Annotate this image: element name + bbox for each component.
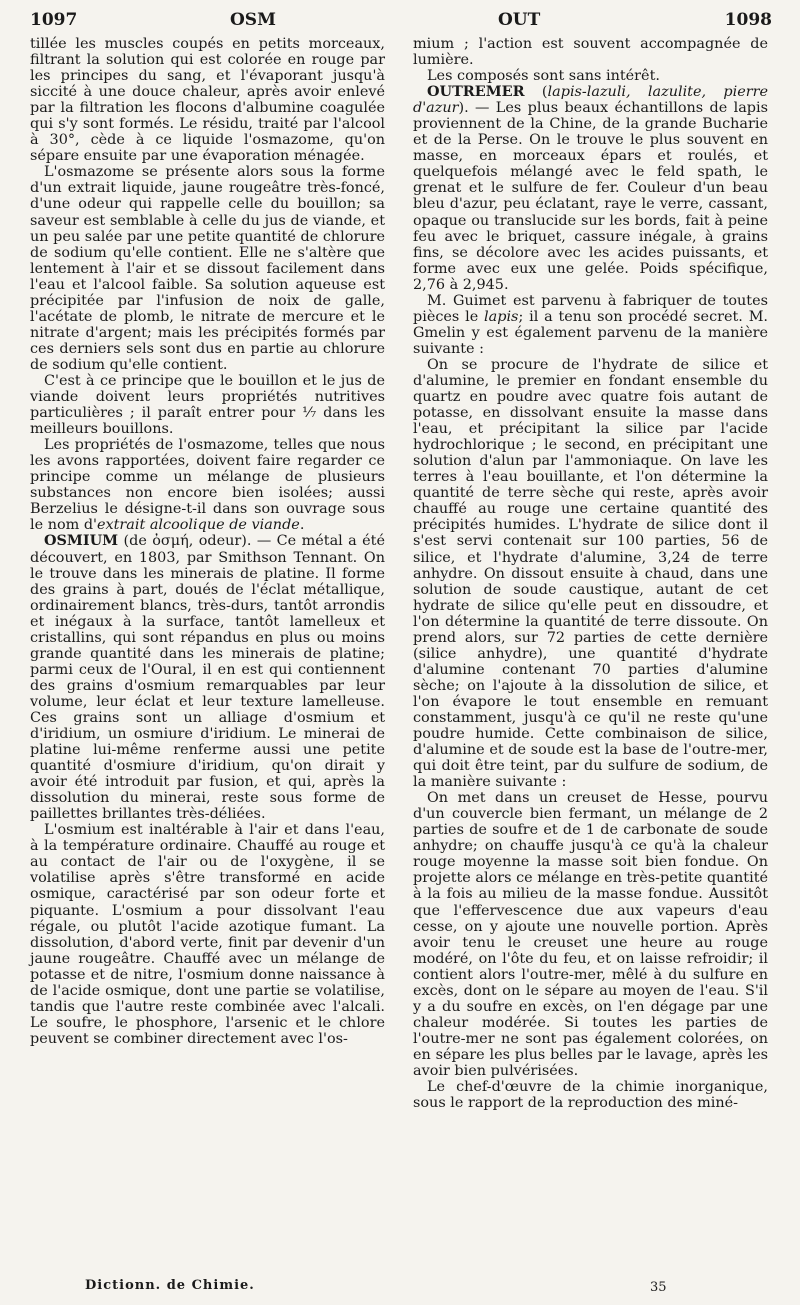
paragraph: Les composés sont sans intérêt. bbox=[427, 68, 660, 85]
right-column bbox=[413, 36, 768, 1111]
paragraph-text: Les propriétés de l'osmazome, telles que nous les avons rapportées, doivent faire regarder ce principe comme un mélange de plusieurs substances non encore bien isolées; aussi Berzelius le désigne-t-il dans son ouvrage sous le nom d' bbox=[30, 437, 385, 534]
paragraph: C'est à ce principe que le bouillon et le jus de viande doivent leurs propriétés nutritives particulières ; il paraît entrer pour ⅟₇ dans les meilleurs bouillons. bbox=[30, 372, 385, 438]
paragraph: On met dans un creuset de Hesse, pourvu d'un couvercle bien fermant, un mélange de 2 parties de soufre et de 1 de carbonate de soude anhydre; on chauffe jusqu'à ce qu'à la chaleur rouge moyenne la masse soit bien fondue. On projette alors ce mélange en très-petite quantité à la fois au milieu de la masse fondue. Aussitôt que l'effervescence due aux vapeurs d'eau cesse, on y ajoute une nouvelle portion. Après avoir tenu le creuset une heure au rouge modéré, on l'ôte du feu, et on laisse refroidir; il contient alors l'outre-mer, mêlé à du sulfure en excès, dont on le sépare au moyen de l'eau. S'il y a du soufre en excès, on l'en dégage par une chaleur modérée. Si toutes les parties de l'outre-mer ne sont pas également colorées, on en sépare les plus belles par le lavage, après les avoir bien pulvérisées. bbox=[413, 790, 768, 1079]
italic-term: extrait alcoolique de viande bbox=[97, 517, 300, 534]
paragraph: L'osmium est inaltérable à l'air et dans l'eau, à la température ordinaire. Chauffé au rouge et au contact de l'air ou de l'oxygène, il se volatilise après s'être transformé en acide osmique, caractérisé par son odeur forte et piquante. L'osmium a pour dissolvant l'eau régale, ou plutôt l'acide azotique fumant. La dissolution, d'abord verte, finit par devenir d'un jaune rougeâtre. Chauffé avec un mélange de potasse et de nitre, l'osmium donne naissance à de l'acide osmique, dont une partie se volatilise, tandis que l'autre reste combinée avec l'alcali. Le soufre, le phosphore, l'arsenic et le chlore peuvent se combiner directement avec l'os- bbox=[30, 822, 385, 1047]
entry-text: ). — Les plus beaux échantillons de lapis proviennent de la Chine, de la grande Bucharie et de la Perse. On le trouve le plus souvent en masse, en morceaux épars et roulés, et quelquefois mélangé avec le feld spath, le grenat et le sulfure de fer. Couleur d'un beau bleu d'azur, peu éclatant, raye le verre, cassant, opaque ou translucide sur les bords, fait à peine feu avec le briquet, cassure inégale, à grains fins, se décolore avec les acides puissants, et forme avec eux une gelée. Poids spécifique, 2,76 à 2,945. bbox=[413, 100, 768, 293]
paragraph bbox=[30, 437, 385, 533]
entry-osmium bbox=[30, 533, 385, 822]
headword: OSMIUM bbox=[44, 532, 119, 550]
paragraph-text: . bbox=[299, 517, 305, 534]
paragraph: tillée les muscles coupés en petits morceaux, filtrant la solution qui est colorée en rouge par les principes du sang, et l'évaporant jusqu'à siccité à une douce chaleur, après avoir enlevé par la filtration les flocons d'albumine coagulée qui s'y sont formés. Le résidu, traité par l'alcool à 30°, cède à ce liquide l'osmazome, qu'on sépare ensuite par une évaporation ménagée. bbox=[30, 36, 385, 165]
headword: OUTREMER bbox=[427, 83, 525, 101]
italic-term: lapis bbox=[484, 308, 519, 325]
entry-outremer bbox=[413, 84, 768, 293]
page-header bbox=[30, 10, 772, 36]
paragraph-text: ; il a tenu son procédé secret. M. Gmelin y est également parvenu de la manière suivante : bbox=[413, 308, 769, 357]
paragraph-text: M. Guimet est parvenu à fabriquer de toutes pièces le bbox=[413, 292, 768, 325]
paragraph: Le chef-d'œuvre de la chimie inorganique, sous le rapport de la reproduction des miné- bbox=[413, 1079, 768, 1112]
paragraph: On se procure de l'hydrate de silice et d'alumine, le premier en fondant ensemble du quartz en poudre avec quatre fois autant de potasse, en dissolvant ensuite la masse dans l'eau, et précipitant la silice par l'acide hydrochlorique ; le second, en précipitant une solution d'alun par l'ammoniaque. On lave les terres à l'eau bouillante, et l'on détermine la quantité de terre sèche qui reste, après avoir chauffé au rouge une certaine quantité des précipités humides. L'hydrate de silice dont il s'est servi contenait sur 100 parties, 56 de silice, et l'hydrate d'alumine, 3,24 de terre anhydre. On dissout ensuite à chaud, dans une solution de soude caustique, autant de cet hydrate de silice qu'elle peut en dissoudre, et l'on détermine la quantité de terre dissoute. On prend alors, sur 72 parties de cette dernière (silice anhydre), une quantité d'hydrate d'alumine contenant 70 parties d'alumine sèche; on l'ajoute à la dissolution de silice, et l'on évapore le tout ensemble en remuant constamment, jusqu'à ce qu'il ne reste qu'une poudre humide. Cette combinaison de silice, d'alumine et de soude est la base de l'outre-mer, qui doit être teint, par du sulfure de sodium, de la manière suivante : bbox=[413, 356, 768, 791]
left-column bbox=[30, 36, 385, 1047]
footer-signature: Dictionn. de Chimie. bbox=[85, 1278, 255, 1293]
entry-text: (de ὀσμή, odeur). — Ce métal a été découvert, en 1803, par Smithson Tennant. On le trouve dans les minerais de platine. Il forme des grains à part, doués de l'éclat métallique, ordinairement blancs, très-durs, tantôt arrondis et inégaux à la surface, tantôt lamelleux et cristallins, qui sont répandus en plus ou moins grande quantité dans les minerais de platine; parmi ceux de l'Oural, il en est qui contiennent des grains d'osmium remarquables par leur volume, leur éclat et leur texture lamelleuse. Ces grains sont un alliage d'osmium et d'iridium, un osmiure d'iridium. Le minerai de platine lui-même renferme aussi une petite quantité d'osmiure d'iridium, qu'on dirait y avoir été introduit par fusion, et qui, après la dissolution du minerai, reste sous forme de paillettes brillantes très-déliées. bbox=[30, 533, 385, 823]
italic-term: lapis-lazuli, lazulite, pierre d'azur bbox=[413, 84, 768, 117]
running-head-left: OSM bbox=[230, 10, 276, 30]
entry-text: ( bbox=[524, 84, 548, 101]
page-number-right: 1098 bbox=[724, 10, 772, 30]
page-number-left: 1097 bbox=[30, 10, 78, 30]
running-head-right: OUT bbox=[498, 10, 541, 30]
paragraph: mium ; l'action est souvent accompagnée de lumière. bbox=[413, 36, 768, 69]
paragraph: L'osmazome se présente alors sous la forme d'un extrait liquide, jaune rougeâtre très-foncé, d'une odeur qui rappelle celle du bouillon; sa saveur est semblable à celle du jus de viande, et un peu salée par une petite quantité de chlorure de sodium qu'elle contient. Elle ne s'altère que lentement à l'air et se dissout facilement dans l'eau et l'alcool faible. Sa solution aqueuse est précipitée par l'infusion de noix de galle, l'acétate de plomb, le nitrate de mercure et le nitrate d'argent; mais les précipités formés par ces derniers sels sont dus en partie au chlorure de sodium qu'elle contient. bbox=[30, 164, 385, 373]
signature-number: 35 bbox=[650, 1280, 667, 1295]
paragraph bbox=[413, 293, 768, 357]
